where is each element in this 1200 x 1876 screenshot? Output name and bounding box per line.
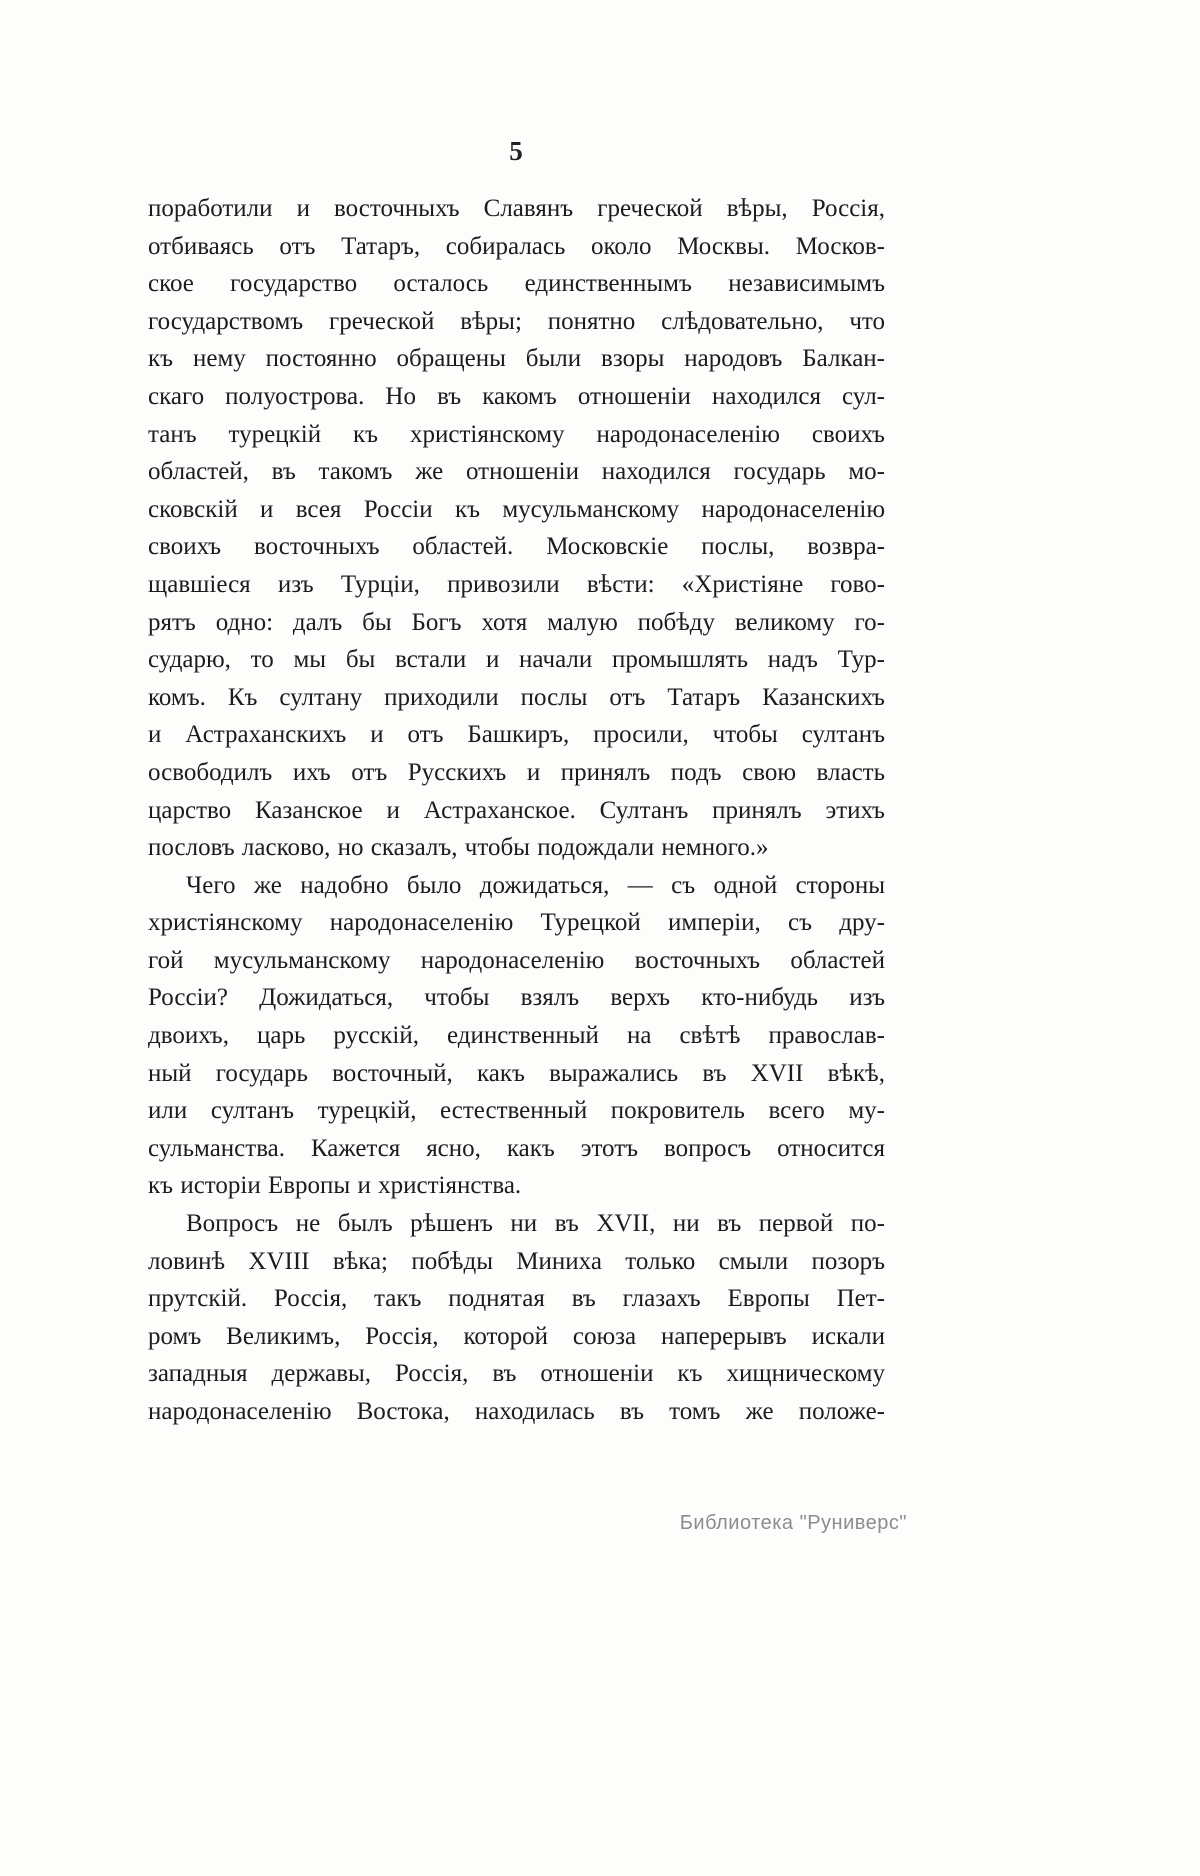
text-line: своихъ восточныхъ областей. Московскіе послы, возвра- (148, 533, 885, 561)
text-line: христіянскому народонаселенію Турецкой имперіи, съ дру- (148, 909, 885, 937)
text-line: Чего же надобно было дожидаться, — съ одной стороны (186, 871, 885, 899)
text-line: народонаселенію Востока, находилась въ томъ же положе- (148, 1398, 885, 1425)
page-number: 5 (509, 136, 524, 166)
text-line: ный государь восточный, какъ выражались въ XVII вѣкѣ, (148, 1059, 885, 1087)
text-line: ловинѣ XVIII вѣка; побѣды Миниха только смыли позоръ (148, 1247, 885, 1275)
text-line: пословъ ласково, но сказалъ, чтобы подождали немного.» (148, 834, 769, 862)
text-line: царство Казанское и Астраханское. Султанъ принялъ этихъ (148, 796, 885, 824)
text-line: отбиваясь отъ Татаръ, собиралась около Москвы. Москов- (148, 232, 885, 260)
text-line: гой мусульманскому народонаселенію восточныхъ областей (148, 946, 885, 974)
text-line: или султанъ турецкій, естественный покровитель всего му- (148, 1097, 885, 1125)
text-line: и Астраханскихъ и отъ Башкиръ, просили, чтобы султанъ (148, 721, 885, 749)
text-line: двоихъ, царь русскій, единственный на свѣтѣ православ- (148, 1022, 885, 1050)
text-line: танъ турецкій къ христіянскому народонаселенію своихъ (148, 420, 885, 448)
text-line: комъ. Къ султану приходили послы отъ Татаръ Казанскихъ (148, 683, 885, 711)
text-line: сударю, то мы бы встали и начали промышлять надъ Тур- (148, 646, 885, 674)
text-line: поработили и восточныхъ Славянъ греческой вѣры, Россія, (148, 195, 885, 222)
text-line: скаго полуострова. Но въ какомъ отношеніи находился сул- (148, 382, 885, 410)
text-line: рятъ одно: далъ бы Богъ хотя малую побѣду великому го- (148, 608, 885, 636)
text-line: западныя державы, Россія, въ отношеніи къ хищническому (148, 1360, 885, 1388)
text-line: ское государство осталось единственнымъ независимымъ (148, 270, 885, 298)
text-line: государствомъ греческой вѣры; понятно слѣдовательно, что (148, 307, 885, 335)
text-line: прутскій. Россія, такъ поднятая въ глазахъ Европы Пет- (148, 1285, 885, 1313)
text-line: Вопросъ не былъ рѣшенъ ни въ XVII, ни въ первой по- (186, 1210, 885, 1238)
paragraph (148, 190, 885, 867)
text-line: освободилъ ихъ отъ Русскихъ и принялъ подъ свою власть (148, 758, 885, 786)
text-line: областей, въ такомъ же отношеніи находился государь мо- (148, 458, 885, 486)
text-line: къ исторіи Европы и христіянства. (148, 1172, 522, 1200)
text-line: къ нему постоянно обращены были взоры народовъ Балкан- (148, 345, 885, 373)
paragraph (148, 1205, 885, 1431)
text-block (148, 190, 885, 1431)
text-line: сульманства. Кажется ясно, какъ этотъ вопросъ относится (148, 1134, 885, 1162)
text-line: ромъ Великимъ, Россія, которой союза наперерывъ искали (148, 1322, 885, 1350)
text-line: щавшіеся изъ Турціи, привозили вѣсти: «Христіяне гово- (148, 570, 885, 598)
library-watermark: Библиотека "Руниверс" (679, 1512, 907, 1534)
text-line: сковскій и всея Россіи къ мусульманскому народонаселенію (148, 495, 885, 523)
paragraph (148, 867, 885, 1205)
text-line: Россіи? Дожидаться, чтобы взялъ верхъ кто-нибудь изъ (148, 984, 885, 1012)
